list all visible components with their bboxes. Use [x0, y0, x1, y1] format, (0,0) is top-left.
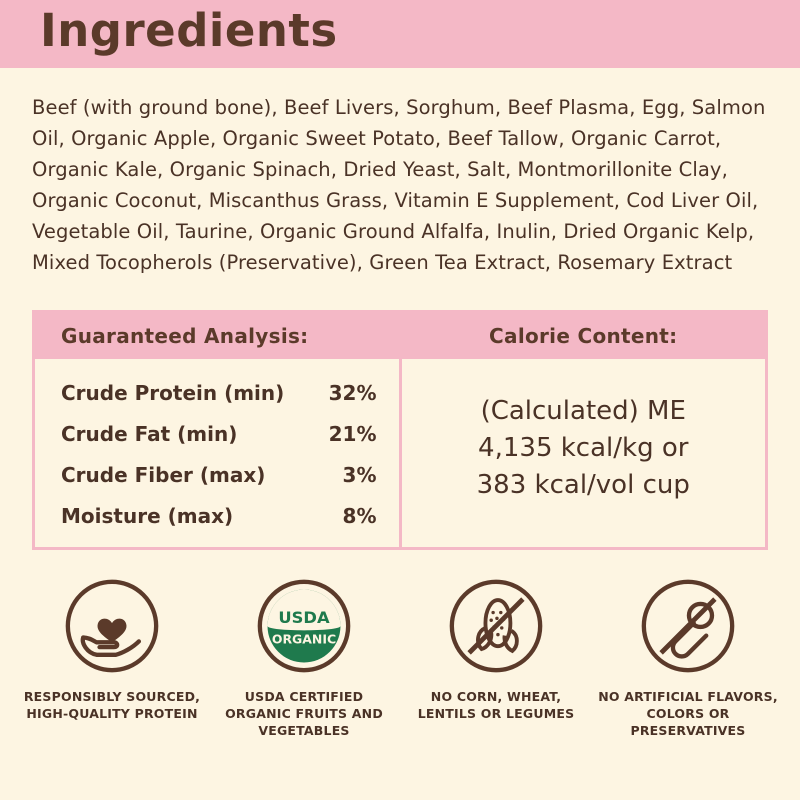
calorie-line: (Calculated) ME — [480, 395, 686, 426]
guaranteed-analysis-panel — [35, 313, 402, 547]
table-row — [61, 496, 377, 537]
row-label: Crude Protein (min) — [61, 381, 285, 405]
row-label: Moisture (max) — [61, 504, 234, 528]
page-title: Ingredients — [40, 4, 338, 57]
row-value: 3% — [342, 463, 377, 487]
calorie-line: 4,135 kcal/kg or — [478, 432, 689, 463]
badge-no-artificial — [592, 578, 784, 739]
row-label: Crude Fat (min) — [61, 422, 238, 446]
hand-holding-heart-icon — [64, 578, 160, 674]
row-label: Crude Fiber (max) — [61, 463, 266, 487]
guaranteed-analysis-heading: Guaranteed Analysis: — [35, 313, 399, 359]
ingredients-text: Beef (with ground bone), Beef Livers, Sorghum, Beef Plasma, Egg, Salmon Oil, Organic Apple, Organic Sweet Potato, Beef Tallow, Organic Carrot, Organic Kale, Organic Spinach, Dried Yeast, Salt, Montmorillonite Clay, Organic Coconut, Miscanthus Grass, Vitamin E Supplement, Cod Liver Oil, Vegetable Oil, Taurine, Organic Ground Alfalfa, Inulin, Dried Organic Kelp, Mixed Tocopherols (Preservative), Green Tea Extract, Rosemary Extract — [32, 96, 766, 274]
badge-no-corn — [400, 578, 592, 739]
row-value: 21% — [328, 422, 377, 446]
calorie-content-heading: Calorie Content: — [402, 313, 766, 359]
badges-row — [16, 578, 784, 739]
row-value: 8% — [342, 504, 377, 528]
table-row — [61, 455, 377, 496]
badge-caption: NO CORN, WHEAT, LENTILS OR LEGUMES — [417, 689, 575, 721]
svg-text:USDA: USDA — [278, 608, 330, 628]
badge-caption: USDA CERTIFIED ORGANIC FRUITS AND VEGETABLES — [225, 689, 383, 738]
calorie-content-panel — [402, 313, 766, 547]
usda-organic-seal-icon — [256, 578, 352, 674]
badge-responsibly-sourced — [16, 578, 208, 739]
row-value: 32% — [328, 381, 377, 405]
badge-caption: RESPONSIBLY SOURCED, HIGH-QUALITY PROTEIN — [23, 689, 201, 721]
no-corn-icon — [448, 578, 544, 674]
calorie-content-body — [402, 359, 766, 547]
guaranteed-analysis-rows — [35, 359, 399, 537]
calorie-line: 383 kcal/vol cup — [476, 469, 690, 500]
table-row — [61, 414, 377, 455]
analysis-panels — [32, 310, 768, 550]
badge-caption: NO ARTIFICIAL FLAVORS, COLORS OR PRESERVATIVES — [598, 689, 778, 738]
badge-usda-organic — [208, 578, 400, 739]
table-row — [61, 373, 377, 414]
svg-text:ORGANIC: ORGANIC — [271, 631, 337, 647]
no-artificial-flavors-icon — [640, 578, 736, 674]
